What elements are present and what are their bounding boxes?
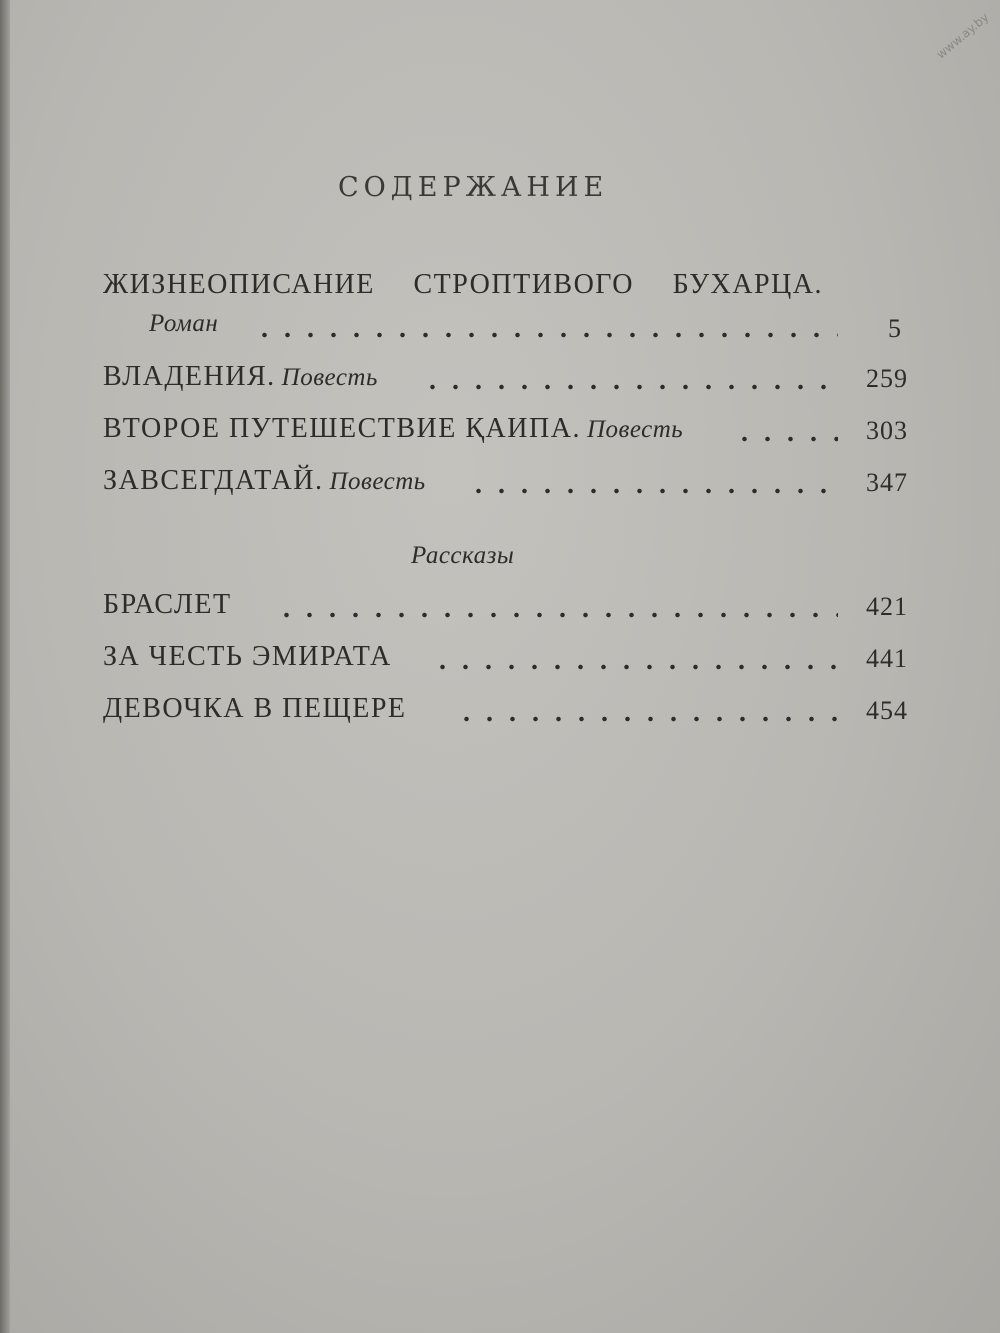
dot-leader bbox=[421, 384, 838, 390]
entry-title: ДЕВОЧКА В ПЕЩЕРЕ bbox=[103, 693, 407, 724]
entry-title: ВТОРОЕ ПУТЕШЕСТВИЕ ҚАИПА. bbox=[103, 413, 581, 444]
entry-title: ЗАВСЕГДАТАЙ. bbox=[103, 465, 324, 496]
entry-title-line bbox=[103, 270, 823, 300]
entry-title-word: ЖИЗНЕОПИСАНИЕ bbox=[103, 269, 375, 300]
entry-title-word: СТРОПТИВОГО bbox=[413, 269, 635, 300]
entry-genre: Повесть bbox=[329, 468, 426, 495]
entry-page-number: 5 bbox=[888, 314, 902, 343]
toc-entry bbox=[103, 269, 908, 343]
toc-entry bbox=[103, 466, 908, 498]
entry-page-number: 441 bbox=[866, 644, 908, 673]
entry-title-word: БУХАРЦА. bbox=[672, 269, 823, 300]
entry-genre: Повесть bbox=[586, 416, 684, 443]
entry-page-number: 421 bbox=[866, 592, 908, 621]
entry-title: БРАСЛЕТ bbox=[103, 589, 232, 620]
entry-title: ЗА ЧЕСТЬ ЭМИРАТА bbox=[103, 641, 392, 672]
dot-leader bbox=[275, 612, 838, 618]
page-binding-edge bbox=[0, 0, 10, 1333]
entry-genre: Роман bbox=[149, 310, 219, 337]
entry-genre-line bbox=[149, 308, 218, 339]
entry-title: ВЛАДЕНИЯ. bbox=[103, 361, 276, 392]
site-watermark: www.ay.by bbox=[933, 10, 991, 62]
dot-leader bbox=[431, 664, 838, 670]
toc-entry bbox=[103, 590, 908, 622]
toc-entry bbox=[103, 642, 908, 674]
toc-entry bbox=[103, 414, 908, 446]
section-heading-stories: Рассказы bbox=[411, 542, 515, 569]
dot-leader bbox=[467, 488, 838, 494]
toc-entry bbox=[103, 694, 908, 726]
dot-leader bbox=[733, 436, 838, 442]
dot-leader bbox=[253, 332, 838, 338]
entry-genre: Повесть bbox=[281, 364, 378, 391]
toc-list bbox=[103, 270, 908, 726]
entry-page-number: 347 bbox=[866, 468, 908, 497]
toc-title: СОДЕРЖАНИЕ bbox=[338, 172, 609, 203]
dot-leader bbox=[455, 716, 838, 722]
entry-page-number: 303 bbox=[866, 416, 908, 445]
toc-entry bbox=[103, 362, 908, 394]
entry-page-number: 259 bbox=[866, 364, 908, 393]
entry-page-number: 454 bbox=[866, 696, 908, 725]
